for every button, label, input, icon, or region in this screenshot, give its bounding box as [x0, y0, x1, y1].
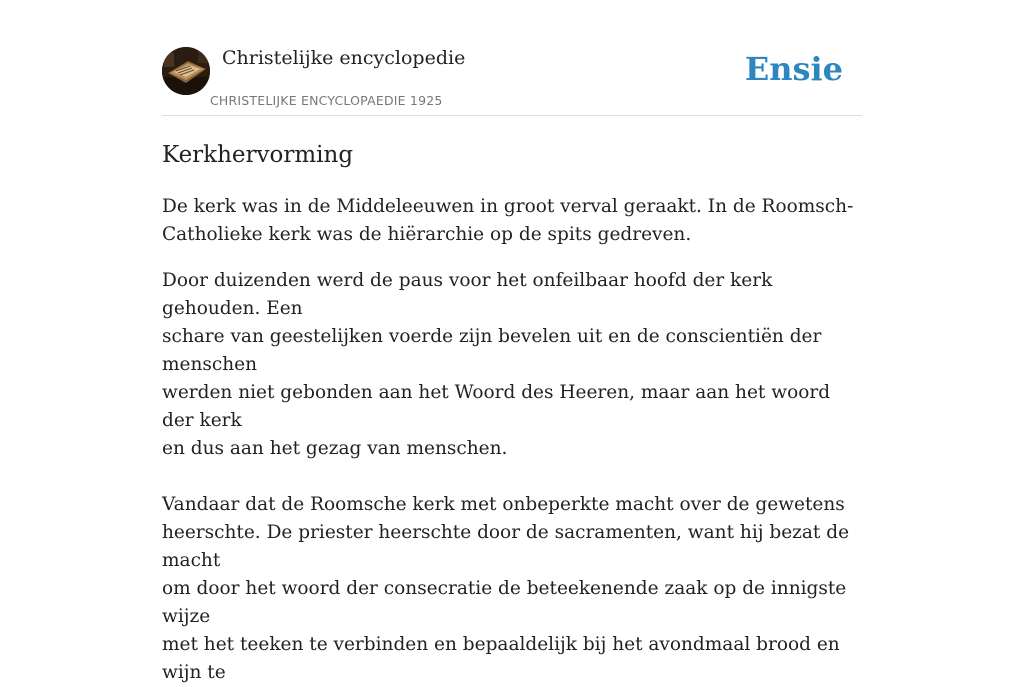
article-body — [162, 193, 862, 687]
article-title: Kerkhervorming — [162, 142, 354, 168]
book-photo-icon — [162, 47, 210, 95]
paragraph: Vandaar dat de Roomsche kerk met onbeperkte macht over de gewetens heerschte. De priester heerschte door de sacramenten, want hij bezat de macht om door het woord der consecratie de beteekenende zaak op de innigste wijze met het teeken te verbinden en bepaaldelijk bij het avondmaal brood en wijn te — [162, 494, 850, 683]
source-title[interactable]: Christelijke encyclopedie — [222, 47, 466, 69]
page — [162, 0, 862, 683]
paragraph: De kerk was in de Middeleeuwen in groot verval geraakt. In de Roomsch- Catholieke kerk was de hiërarchie op de spits gedreven. — [162, 196, 854, 245]
source-header — [162, 0, 862, 116]
source-subtitle[interactable]: CHRISTELIJKE ENCYCLOPAEDIE 1925 — [210, 93, 443, 108]
source-avatar[interactable] — [162, 47, 210, 95]
ensie-logo-link[interactable]: Ensie — [744, 50, 843, 88]
paragraph: Door duizenden werd de paus voor het onfeilbaar hoofd der kerk gehouden. Een schare van geestelijken voerde zijn bevelen uit en de conscientiën der menschen werden niet gebonden aan het Woord des Heeren, maar aan het woord der kerk en dus aan het gezag van menschen. — [162, 270, 831, 459]
